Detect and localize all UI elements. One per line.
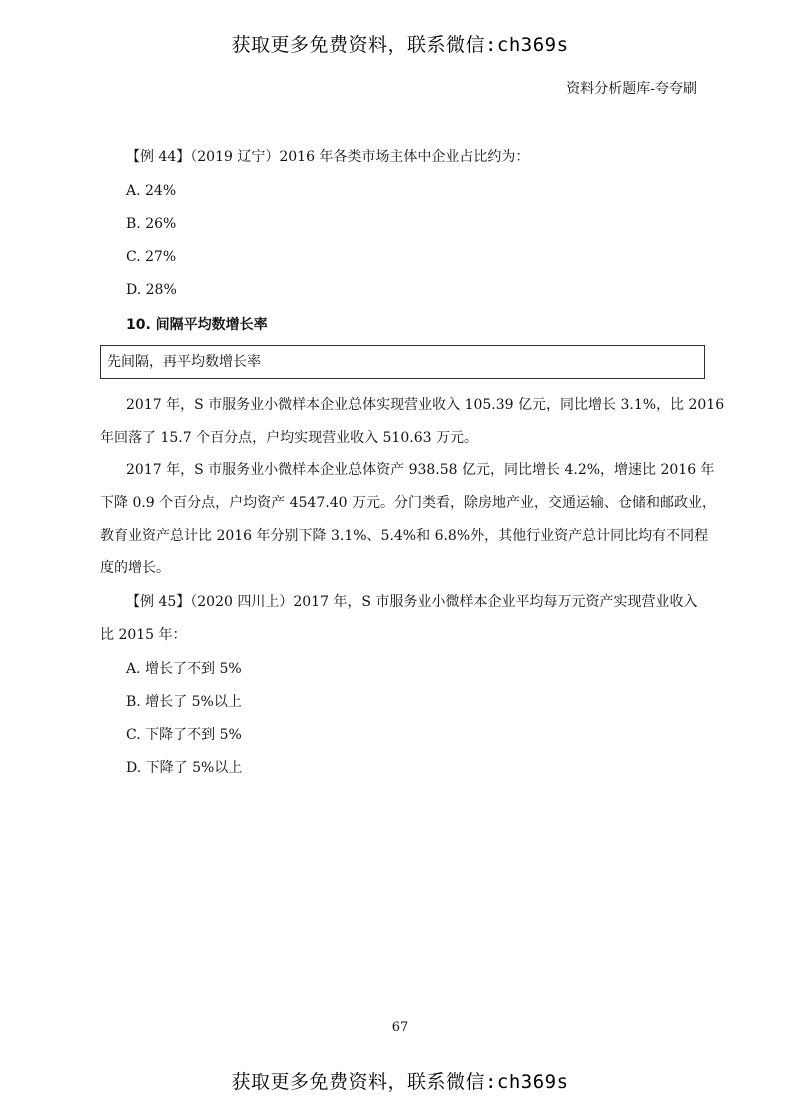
material-line-5: 教育业资产总计比 2016 年分别下降 3.1%、5.4%和 6.8%外，其他行业资产总计同比均有不同程 <box>100 528 709 544</box>
example-44-option-a: A. 24% <box>126 183 177 199</box>
material-line-1: 2017 年，S 市服务业小微样本企业总体实现营业收入 105.39 亿元，同比增长 3.1%，比 2016 <box>126 397 725 413</box>
watermark-top: 获取更多免费资料，联系微信:ch369s <box>231 34 569 56</box>
example-44-option-d: D. 28% <box>126 282 177 298</box>
material-line-4: 下降 0.9 个百分点，户均资产 4547.40 万元。分门类看，除房地产业，交通运输、仓储和邮政业， <box>100 495 716 511</box>
example-45-option-c: C. 下降了不到 5% <box>126 727 242 743</box>
material-line-6: 度的增长。 <box>100 560 170 576</box>
example-45-option-b: B. 增长了 5%以上 <box>126 694 242 710</box>
watermark-bottom: 获取更多免费资料，联系微信:ch369s <box>231 1071 569 1093</box>
example-44-option-c: C. 27% <box>126 249 177 265</box>
material-line-3: 2017 年，S 市服务业小微样本企业总体资产 938.58 亿元，同比增长 4.2%，增速比 2016 年 <box>126 462 715 478</box>
example-45-option-a: A. 增长了不到 5% <box>126 661 242 677</box>
example-45-question-line-1: 【例 45】（2020 四川上）2017 年，S 市服务业小微样本企业平均每万元资产实现营业收入 <box>126 594 698 610</box>
material-line-2: 年回落了 15.7 个百分点，户均实现营业收入 510.63 万元。 <box>100 430 478 446</box>
example-44-option-b: B. 26% <box>126 216 177 232</box>
example-45-option-d: D. 下降了 5%以上 <box>126 760 243 776</box>
example-45-question-line-2: 比 2015 年： <box>100 627 187 643</box>
example-44-question: 【例 44】（2019 辽宁）2016 年各类市场主体中企业占比约为： <box>126 149 530 165</box>
page-number: 67 <box>391 1020 409 1035</box>
tip-box: 先间隔，再平均数增长率 <box>100 345 705 379</box>
section-title: 10. 间隔平均数增长率 <box>126 317 268 333</box>
running-header: 资料分析题库-夸夸刷 <box>566 81 697 97</box>
